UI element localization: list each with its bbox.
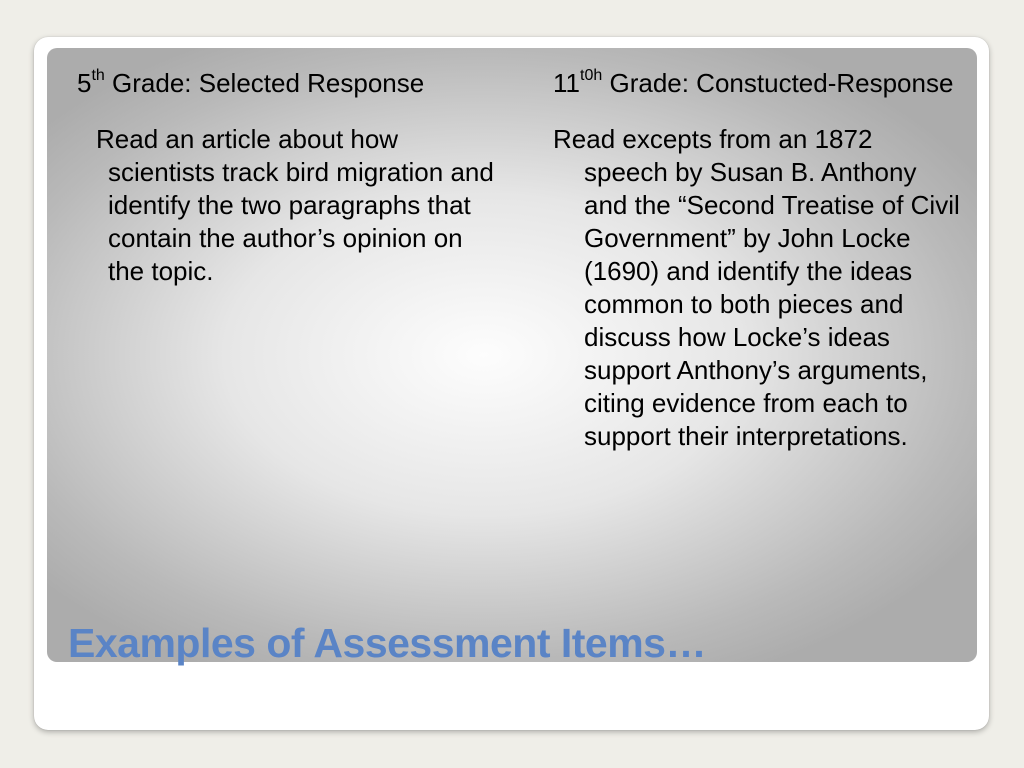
left-heading-ordinal: th xyxy=(91,67,105,85)
right-column-body: Read excepts from an 1872 speech by Susan B. Anthony and the “Second Treatise of Civil Government” by John Locke (1690) and identify the ideas common to both pieces and discuss how Locke’s ideas support Anthony’s arguments, citing evidence from each to support their interpretations. xyxy=(553,124,960,451)
slide-title: Examples of Assessment Items… xyxy=(68,620,706,666)
left-column xyxy=(77,67,497,288)
left-heading-text: Grade: Selected Response xyxy=(104,68,425,98)
right-heading-ordinal: t0h xyxy=(580,67,603,85)
content-panel xyxy=(47,48,977,662)
left-heading-grade-number: 5 xyxy=(77,68,92,98)
right-heading-grade-number: 11 xyxy=(553,68,580,98)
right-column xyxy=(553,67,963,453)
left-column-body: Read an article about how scientists track bird migration and identify the two paragraphs that contain the author’s opinion on the topic. xyxy=(96,124,494,286)
right-heading-text: Grade: Constucted-Response xyxy=(602,68,954,98)
left-column-heading xyxy=(77,67,497,100)
right-column-heading xyxy=(553,67,963,100)
